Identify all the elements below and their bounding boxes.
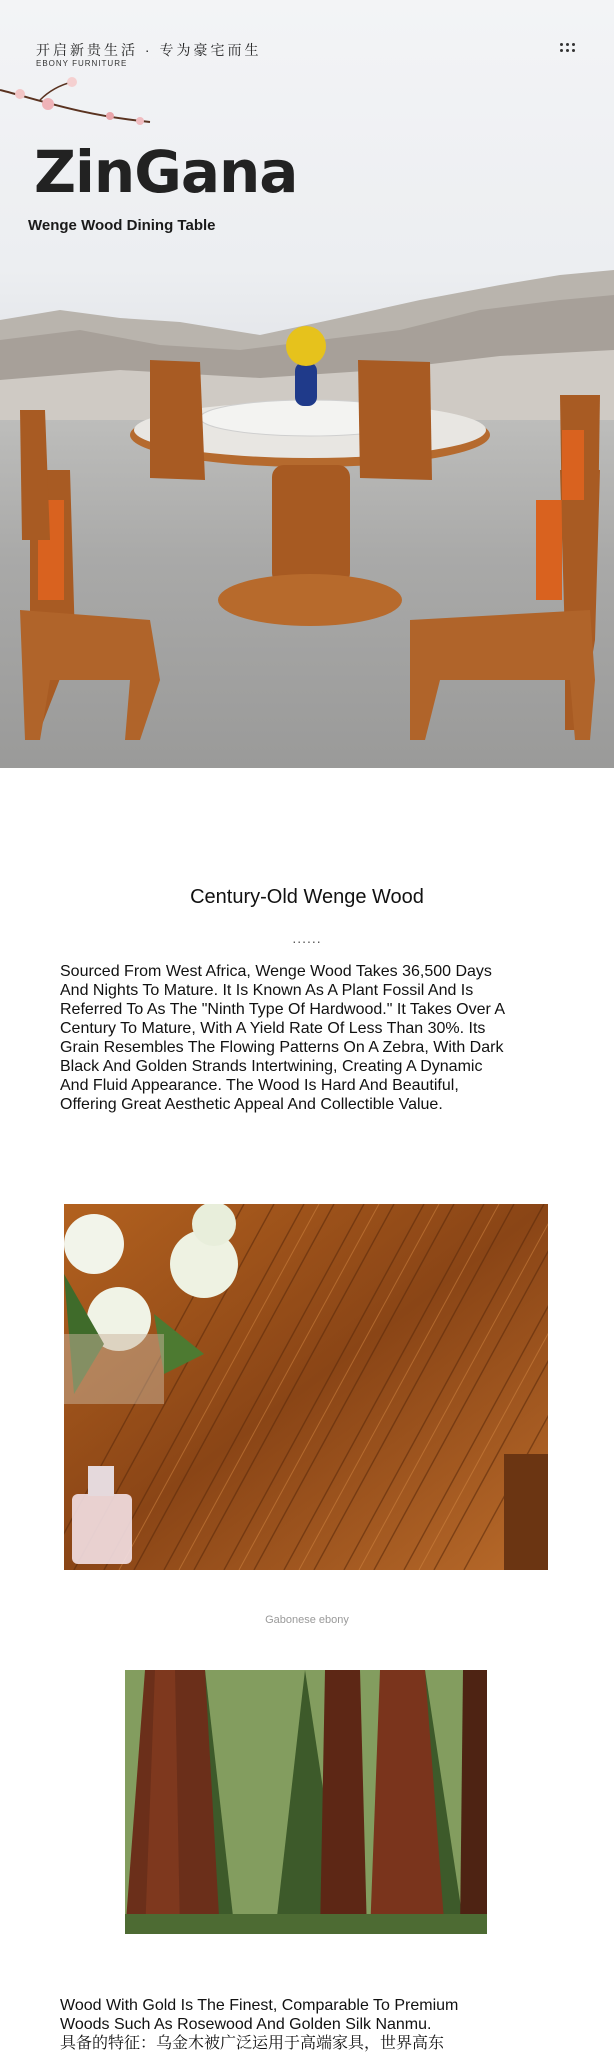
hero-title: ZinGana: [34, 138, 298, 206]
dining-table-scene: [0, 300, 614, 768]
blossom-branch-decoration: [0, 60, 160, 140]
redwood-forest-photo: [125, 1670, 487, 1934]
bottom-chinese-line: 具备的特征：乌金木被广泛运用于高端家具，世界高东: [60, 2035, 445, 2052]
section-divider-dots: ......: [292, 930, 322, 946]
wood-photo-caption: Gabonese ebony: [265, 1614, 349, 1626]
section-title: Century-Old Wenge Wood: [190, 886, 424, 908]
brand-subtitle: EBONY FURNITURE: [36, 59, 128, 68]
wood-grain-photo: [64, 1204, 548, 1570]
slogan: 开启新贵生活 · 专为豪宅而生: [36, 42, 262, 58]
bottom-description: [60, 1996, 510, 2053]
menu-dots-icon[interactable]: [560, 40, 580, 54]
wood-description: Sourced From West Africa, Wenge Wood Takes 36,500 Days And Nights To Mature. It Is Known As A Plant Fossil And Is Referred To As The "Ninth Type Of Hardwood." It Takes Over A Century To Mature, With A Yield Rate Of Less Than 30%. Its Grain Resembles The Flowing Patterns On A Zebra, With Dark Black And Golden Strands Intertwining, Creating A Dynamic And Fluid Appearance. The Wood Is Hard And Beautiful, Offering Great Aesthetic Appeal And Collectible Value.: [60, 963, 505, 1113]
bottom-paragraph: Wood With Gold Is The Finest, Comparable To Premium Woods Such As Rosewood And Golden Silk Nanmu.: [60, 1997, 459, 2033]
hero-banner: [0, 0, 614, 768]
hero-subtitle: Wenge Wood Dining Table: [28, 217, 216, 234]
